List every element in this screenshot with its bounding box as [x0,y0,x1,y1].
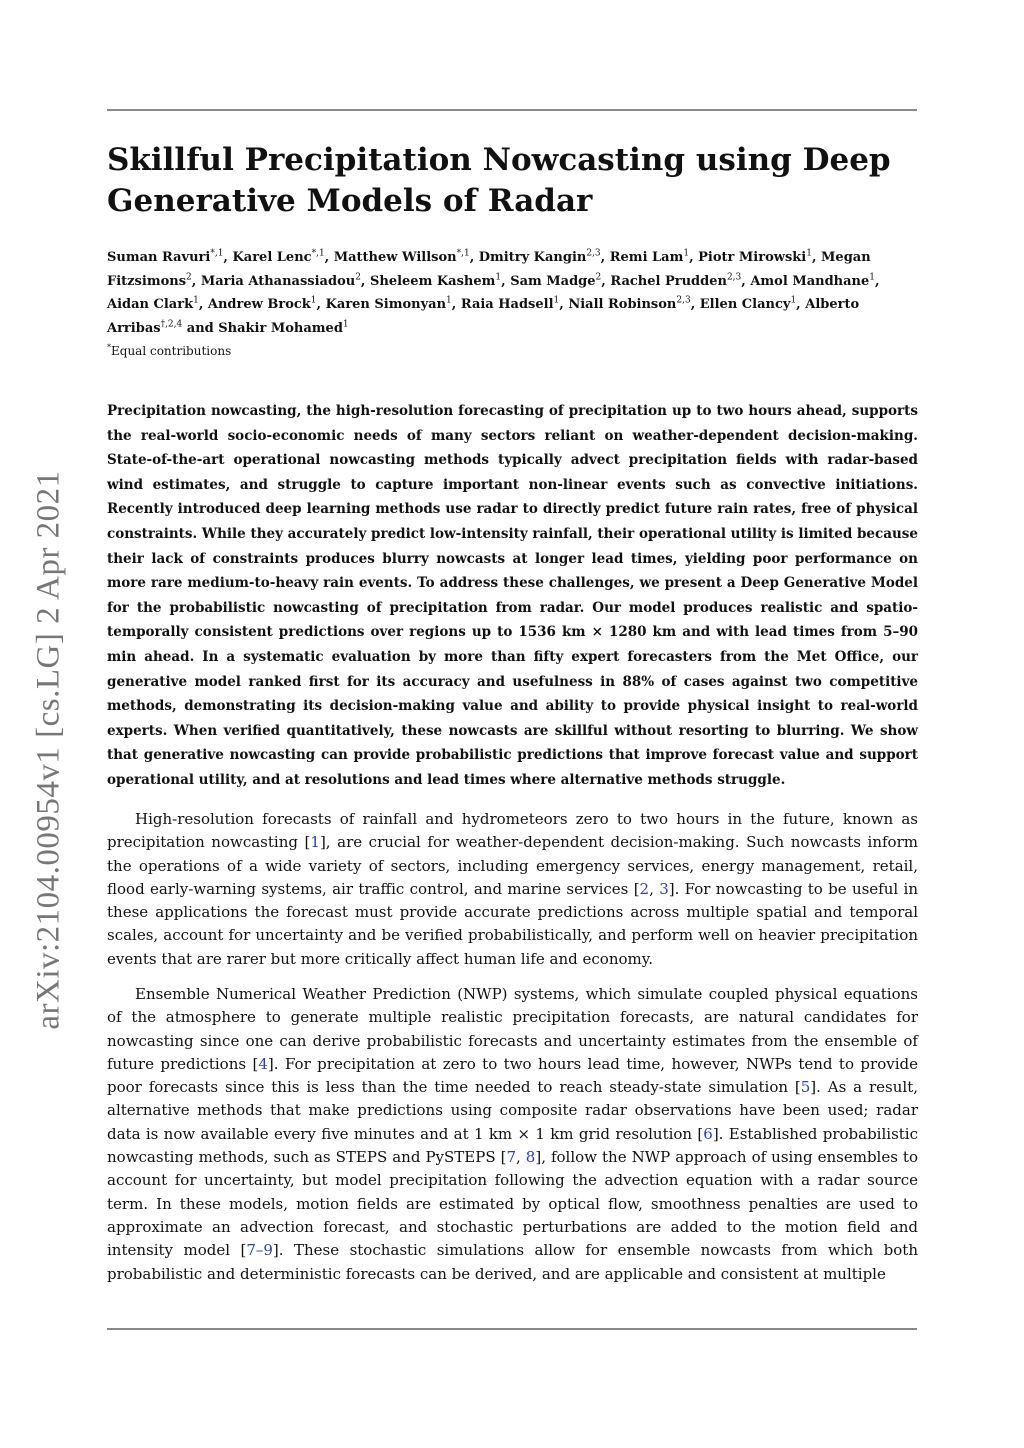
citation-link[interactable]: 7–9 [246,1241,273,1260]
author-affiliation: 2,3 [586,248,601,259]
author-affiliation: 1 [495,272,502,283]
intro-paragraph-1 [107,808,918,971]
author-name: Remi Lam [609,250,684,265]
paragraph-text: , [649,879,660,898]
author-name: Alberto Arribas [107,297,860,336]
author [107,250,223,265]
citation-link[interactable]: 8 [525,1148,536,1167]
author [510,274,601,289]
author [610,250,689,265]
author [370,274,501,289]
author [479,250,601,265]
citation-link[interactable]: 6 [703,1124,713,1143]
author-name: Sam Madge [510,273,596,289]
author-name: Megan Fitzsimons [107,250,871,289]
author [232,250,324,265]
author-name: Raia Hadsell [460,297,554,312]
author-name: Sheleem Kashem [369,273,496,289]
author [326,297,452,312]
author-name: Suman Ravuri [107,250,211,265]
author-name: Maria Athanassiadou [200,273,356,289]
author-affiliation: 1 [683,248,690,259]
author [698,250,812,265]
author-affiliation: 1 [790,295,797,306]
paragraph-text: ], are crucial for weather-dependent decision-making. Such nowcasts inform the operations of a wide variety of sectors, including emergency services, energy management, retail, flood early-warning systems, air traffic control, and marine services [ [107,833,918,898]
author-affiliation: 2 [186,272,192,283]
author-affiliation: 2 [355,272,361,283]
author-affiliation: 1 [446,295,452,306]
author-name: Rachel Prudden [610,273,727,289]
author-name: Karen Simonyan [325,297,447,312]
citation-link[interactable]: 7 [506,1148,517,1167]
equal-contribution-mark: * [107,343,111,352]
author-affiliation: *,1 [311,248,325,259]
paragraph-text: Ensemble Numerical Weather Prediction (NWP) systems, which simulate coupled physical equations of the atmosphere to generate multiple realistic precipitation forecasts, are natural candidates for nowcasting since one can derive probabilistic forecasts and uncertainty estimates from the ensemble of future predictions [ [107,985,918,1073]
intro-paragraph-2 [107,983,918,1286]
author [334,250,470,265]
top-rule [107,109,917,111]
arxiv-identifier: arXiv:2104.00954v1 [cs.LG] 2 Apr 2021 [30,470,67,1030]
author-affiliation: 2,3 [676,295,691,306]
author-affiliation: 1 [553,295,560,306]
author-affiliation: †,2,4 [160,319,183,330]
author [201,274,361,289]
abstract: Precipitation nowcasting, the high-resolution forecasting of precipitation up to two hours ahead, supports the real-world socio-economic needs of many sectors reliant on weather-dependent decision-making. State-of-the-art operational nowcasting methods typically advect precipitation fields with radar-based wind estimates, and struggle to capture important non-linear events such as convective initiations. Recently introduced deep learning methods use radar to directly predict future rain rates, free of physical constraints. While they accurately predict low-intensity rainfall, their operational utility is limited because their lack of constraints produces blurry nowcasts at longer lead times, yielding poor performance on more rare medium-to-heavy rain events. To address these challenges, we present a Deep Generative Model for the probabilistic nowcasting of precipitation from radar. Our model produces realistic and spatio-temporally consistent predictions over regions up to 1536 km × 1280 km and with lead times from 5–90 min ahead. In a systematic evaluation by more than fifty expert forecasters from the Met Office, our generative model ranked first for its accuracy and usefulness in 88% of cases against two competitive methods, demonstrating its decision-making value and ability to provide physical insight to real-world experts. When verified quantitatively, these nowcasts are skillful without resorting to blurring. We show that generative nowcasting can provide probabilistic predictions that improve forecast value and support operational utility, and at resolutions and lead times where alternative methods struggle. [107,403,918,788]
author-affiliation: 1 [806,248,812,259]
author-name: Dmitry Kangin [478,250,587,265]
author-name: Piotr Mirowski [698,250,807,265]
author [208,297,317,312]
author-affiliation: 1 [193,295,199,306]
author [461,297,559,312]
author-name: Aidan Clark [107,297,194,312]
author-affiliation: 2,3 [726,272,742,283]
author [750,274,875,289]
author-name: Karel Lenc [232,250,312,265]
author [107,297,199,312]
author-name: Niall Robinson [568,297,677,312]
author-name: Ellen Clancy [699,297,791,312]
equal-contribution-text: Equal contributions [111,344,232,358]
author [218,321,348,336]
paragraph-text: , [516,1148,526,1167]
citation-link[interactable]: 2 [639,879,650,898]
author-name: Matthew Willson [333,250,457,265]
paragraph-text: ], follow the NWP approach of using ensembles to account for uncertainty, but model precipitation following the advection equation with a radar source term. In these models, motion fields are estimated by optical flow, smoothness penalties are used to approximate an advection forecast, and stochastic perturbations are added to the motion field and intensity model [ [107,1148,918,1260]
paper-title: Skillful Precipitation Nowcasting using Deep Generative Models of Radar [107,142,891,219]
bottom-rule [107,1328,917,1330]
author-affiliation: 1 [869,272,876,283]
paragraph-text: ]. For precipitation at zero to two hours lead time, however, NWPs tend to provide poor forecasts since this is less than the time needed to reach steady-state simulation [ [107,1054,918,1097]
author [610,274,741,289]
author-list: Suman Ravuri$^{*,1}$, Karel Lenc$^{*,1}$, Matthew Willson$^{*,1}$, Dmitry Kangin$^{2,3}$, Remi Lam$^1$, Piotr Mirowski$^1$, Megan Fitzsimons$^2$, Maria Athanassiadou$^2$, Sheleem Kashem$^1$, Sam Madge$^2$, Rachel Prudden$^{2,3}$, Amol Mandhane$^1$, Aidan Clark$^1$, Andrew Brock$^1$, Karen Simonyan$^1$, Raia Hadsell$^1$, Niall Robinson$^{2,3}$, Ellen Clancy$^1$, Alberto Arribas$^{\dagger,2,4}$ and Shakir Mohamed$^1$ [107,248,880,336]
author [700,297,796,312]
paragraph-text: High-resolution forecasts of rainfall and hydrometeors zero to two hours in the future, known as precipitation nowcasting [ [107,810,918,852]
citation-link[interactable]: 3 [659,879,669,898]
author-affiliation: 2 [595,272,602,283]
citation-link[interactable]: 4 [258,1054,268,1073]
author-name: Andrew Brock [207,297,311,312]
author-name: Amol Mandhane [750,273,870,289]
author-affiliation: 1 [310,295,317,306]
author [568,297,690,312]
paragraph-text: ]. As a result, alternative methods that make predictions using composite radar observations have been used; radar data is now available every five minutes and at 1 km × 1 km grid resolution [ [107,1078,918,1143]
citation-link[interactable]: 1 [310,833,320,852]
paragraph-text: ]. These stochastic simulations allow for ensemble nowcasts from which both probabilistic and deterministic forecasts can be derived, and are applicable and consistent at multiple [107,1241,918,1283]
author-affiliation: 1 [342,319,349,330]
author-affiliation: *,1 [456,248,470,259]
author-name: Shakir Mohamed [218,320,343,336]
paragraph-text: ]. Established probabilistic nowcasting methods, such as STEPS and PySTEPS [ [107,1124,918,1167]
author-affiliation: *,1 [210,248,224,259]
citation-link[interactable]: 5 [800,1078,811,1097]
paragraph-text: ]. For nowcasting to be useful in these applications the forecast must provide accurate predictions across multiple spatial and temporal scales, account for uncertainty and be verified probabilistically, and perform well on heavier precipitation events that are rarer but more critically affect human life and economy. [107,879,918,968]
equal-contribution-note [107,340,231,359]
